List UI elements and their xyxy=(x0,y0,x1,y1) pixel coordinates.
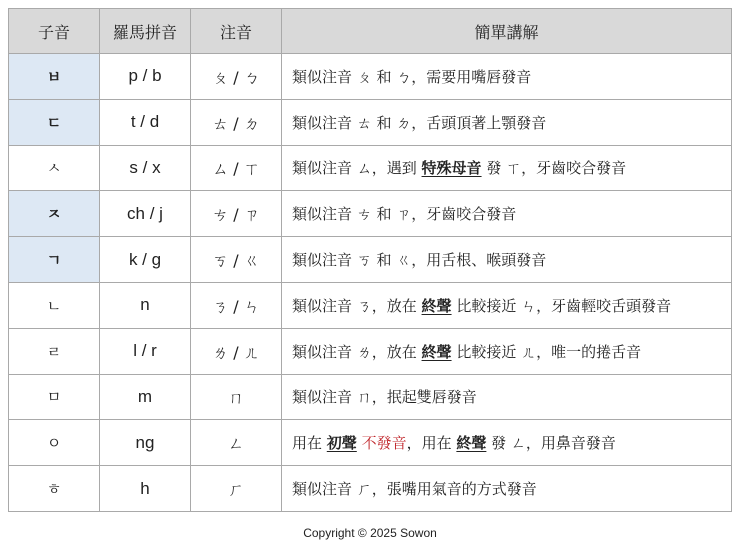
cell-explanation xyxy=(282,191,732,237)
cell-consonant: ㅈ xyxy=(9,191,100,237)
consonant-table-container xyxy=(8,8,731,512)
cell-romanization: n xyxy=(100,282,191,328)
cell-consonant: ㅁ xyxy=(9,374,100,420)
header-romanization: 羅馬拼音 xyxy=(100,9,191,54)
cell-romanization: ch / j xyxy=(100,191,191,237)
explanation-text: 比較接近 ㄦ，唯一的捲舌音 xyxy=(451,342,642,361)
cell-consonant: ㄱ xyxy=(9,237,100,283)
table-body xyxy=(9,54,732,512)
emphasis-text: 終聲 xyxy=(421,296,452,315)
table-row xyxy=(9,466,732,512)
emphasis-text: 特殊母音 xyxy=(421,159,482,178)
header-explanation: 簡單講解 xyxy=(282,9,732,54)
explanation-text: ，用在 xyxy=(406,434,457,453)
cell-explanation xyxy=(282,374,732,420)
cell-consonant: ㅎ xyxy=(9,466,100,512)
table-row xyxy=(9,328,732,374)
explanation-text: 比較接近 ㄣ，牙齒輕咬舌頭發音 xyxy=(451,296,672,315)
cell-romanization: l / r xyxy=(100,328,191,374)
explanation-text: 類似注音 ㄆ 和 ㄅ，需要用嘴唇發音 xyxy=(292,67,532,86)
cell-zhuyin: ㄌ / ㄦ xyxy=(191,328,282,374)
emphasis-text: 不發音 xyxy=(361,434,407,453)
explanation-text: 發 ㄒ，牙齒咬合發音 xyxy=(481,159,627,178)
explanation-text: 類似注音 ㄏ，張嘴用氣音的方式發音 xyxy=(292,480,537,499)
cell-consonant: ㅂ xyxy=(9,54,100,100)
explanation-text: 類似注音 ㄎ 和 ㄍ，用舌根、喉頭發音 xyxy=(292,251,547,270)
cell-romanization: m xyxy=(100,374,191,420)
cell-romanization: k / g xyxy=(100,237,191,283)
cell-romanization: h xyxy=(100,466,191,512)
cell-zhuyin: ㄊ / ㄉ xyxy=(191,99,282,145)
table-row xyxy=(9,420,732,466)
cell-explanation xyxy=(282,237,732,283)
emphasis-text: 終聲 xyxy=(456,434,487,453)
cell-zhuyin: ㄏ xyxy=(191,466,282,512)
cell-explanation xyxy=(282,466,732,512)
table-row xyxy=(9,282,732,328)
explanation-text: 類似注音 ㄘ 和 ㄗ，牙齒咬合發音 xyxy=(292,205,517,224)
header-zhuyin: 注音 xyxy=(191,9,282,54)
consonant-table xyxy=(8,8,732,512)
cell-explanation xyxy=(282,145,732,191)
cell-explanation xyxy=(282,54,732,100)
explanation-text: 類似注音 ㄇ，抿起雙唇發音 xyxy=(292,388,477,407)
cell-zhuyin: ㄇ xyxy=(191,374,282,420)
emphasis-text: 終聲 xyxy=(421,342,452,361)
explanation-text: 類似注音 ㄊ 和 ㄉ，舌頭頂著上顎發音 xyxy=(292,113,547,132)
cell-explanation xyxy=(282,282,732,328)
table-row xyxy=(9,99,732,145)
cell-consonant: ㅅ xyxy=(9,145,100,191)
table-row xyxy=(9,54,732,100)
cell-consonant: ㅇ xyxy=(9,420,100,466)
cell-zhuyin: ㄥ xyxy=(191,420,282,466)
table-row xyxy=(9,145,732,191)
cell-romanization: ng xyxy=(100,420,191,466)
cell-romanization: p / b xyxy=(100,54,191,100)
explanation-text: 類似注音 ㄋ，放在 xyxy=(292,296,422,315)
explanation-text: 用在 xyxy=(292,434,327,453)
cell-consonant: ㄷ xyxy=(9,99,100,145)
cell-zhuyin: ㄘ / ㄗ xyxy=(191,191,282,237)
cell-zhuyin: ㄋ / ㄣ xyxy=(191,282,282,328)
cell-explanation xyxy=(282,99,732,145)
cell-consonant: ㄹ xyxy=(9,328,100,374)
explanation-text: 類似注音 ㄌ，放在 xyxy=(292,342,422,361)
cell-explanation xyxy=(282,328,732,374)
header-consonant: 子音 xyxy=(9,9,100,54)
cell-romanization: s / x xyxy=(100,145,191,191)
cell-explanation xyxy=(282,420,732,466)
explanation-text: 類似注音 ㄙ，遇到 xyxy=(292,159,422,178)
table-row xyxy=(9,237,732,283)
table-row xyxy=(9,191,732,237)
cell-zhuyin: ㄎ / ㄍ xyxy=(191,237,282,283)
cell-zhuyin: ㄆ / ㄅ xyxy=(191,54,282,100)
cell-romanization: t / d xyxy=(100,99,191,145)
table-header-row xyxy=(9,9,732,54)
emphasis-text: 初聲 xyxy=(326,434,357,453)
cell-consonant: ㄴ xyxy=(9,282,100,328)
explanation-text: 發 ㄥ，用鼻音發音 xyxy=(486,434,616,453)
cell-zhuyin: ㄙ / ㄒ xyxy=(191,145,282,191)
table-row xyxy=(9,374,732,420)
copyright-footer: Copyright © 2025 Sowon xyxy=(303,526,437,540)
